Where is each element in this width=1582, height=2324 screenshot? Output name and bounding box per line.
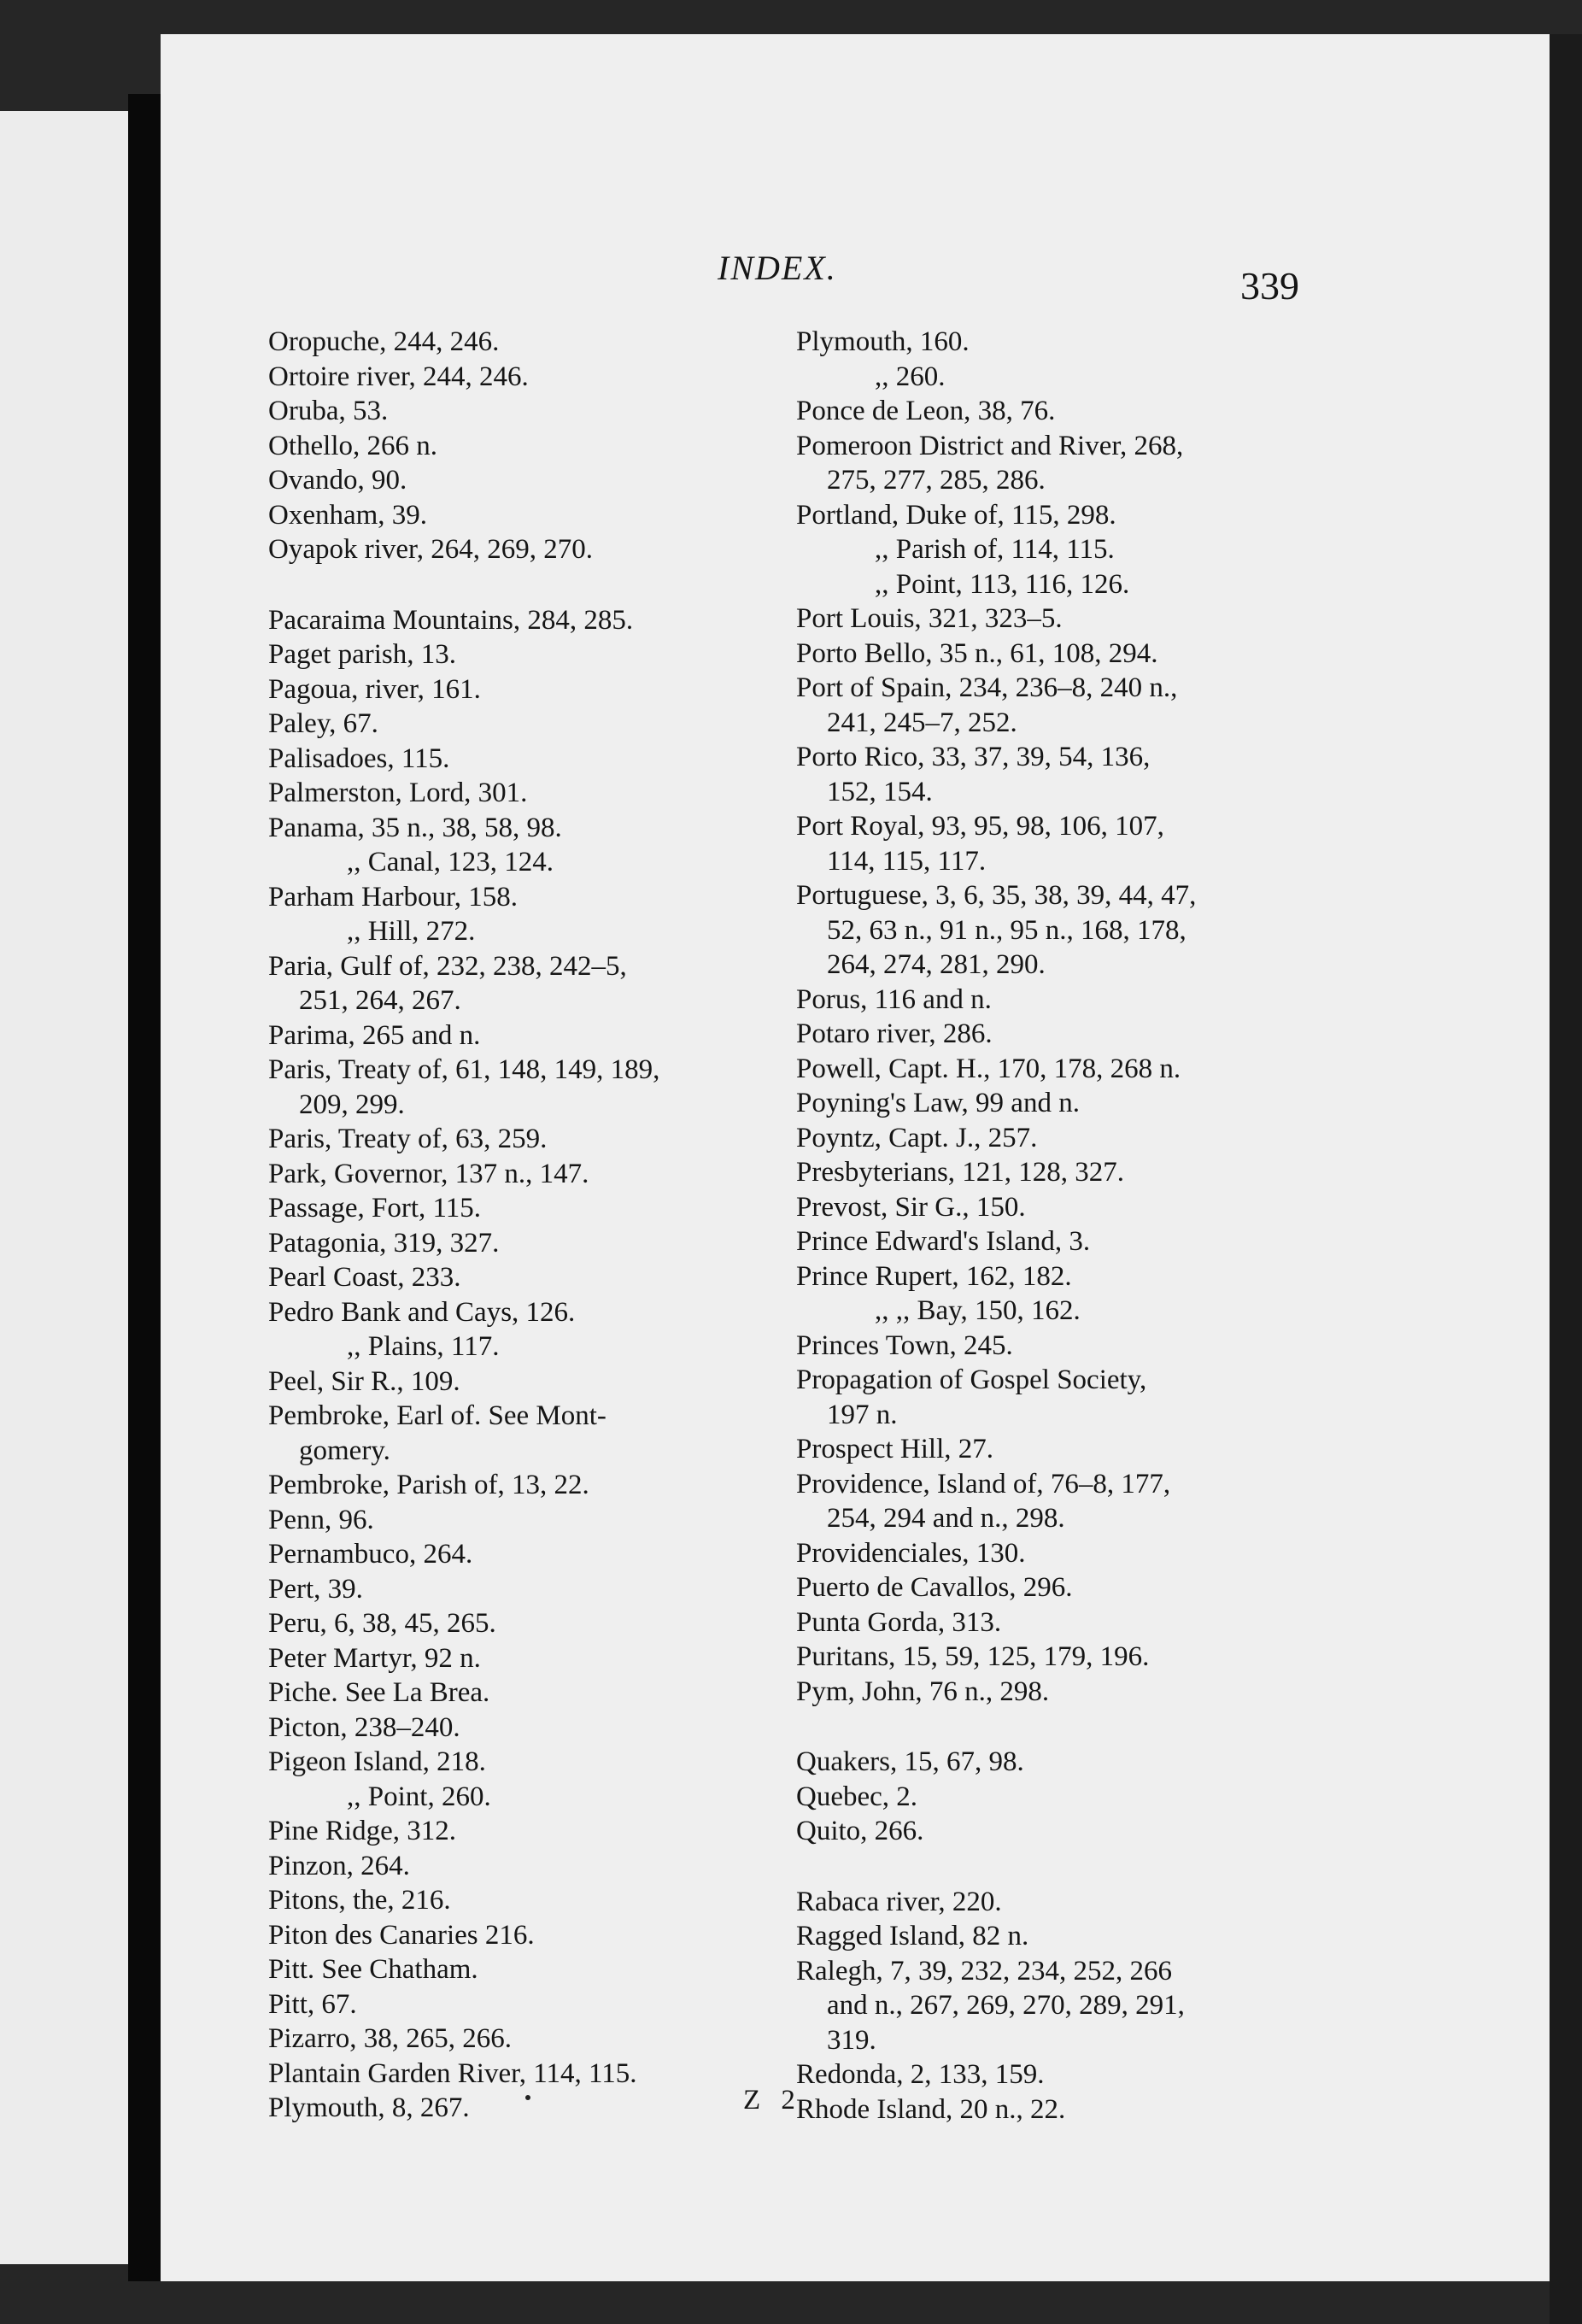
index-entry: Oxenham, 39. [268, 499, 428, 531]
index-entry-continuation: ,, Parish of, 114, 115. [875, 534, 1115, 565]
index-entry-continuation: 114, 115, 117. [827, 845, 987, 877]
index-entry: Penn, 96. [268, 1504, 374, 1535]
index-entry: Porto Bello, 35 n., 61, 108, 294. [796, 637, 1158, 669]
index-entry: Pearl Coast, 233. [268, 1262, 461, 1293]
index-entry-continuation: ,, 260. [875, 361, 946, 392]
index-column-left [268, 325, 798, 2126]
index-entry: Poyning's Law, 99 and n. [796, 1088, 1080, 1118]
index-entry: Prince Edward's Island, 3. [796, 1226, 1091, 1257]
index-entry: Potaro river, 286. [796, 1018, 993, 1049]
index-entry: Prospect Hill, 27. [796, 1434, 993, 1464]
index-entry: Providenciales, 130. [796, 1537, 1026, 1569]
printer-mark [525, 2095, 530, 2100]
index-entry: Pembroke, Earl of. See Mont- [268, 1400, 606, 1431]
index-entry: Piton des Canaries 216. [268, 1919, 535, 1951]
index-entry: Punta Gorda, 313. [796, 1606, 1002, 1638]
index-entry: Puritans, 15, 59, 125, 179, 196. [796, 1641, 1150, 1672]
index-entry: Port Royal, 93, 95, 98, 106, 107, [796, 811, 1164, 842]
index-entry: Pigeon Island, 218. [268, 1746, 486, 1777]
index-entry: Portland, Duke of, 115, 298. [796, 499, 1116, 531]
index-entry: Powell, Capt. H., 170, 178, 268 n. [796, 1053, 1181, 1084]
index-entry: Pembroke, Parish of, 13, 22. [268, 1470, 589, 1500]
index-entry: Pinzon, 264. [268, 1850, 410, 1881]
index-entry: Prince Rupert, 162, 182. [796, 1260, 1072, 1292]
index-entry: Passage, Fort, 115. [268, 1193, 482, 1224]
index-entry: Peter Martyr, 92 n. [268, 1642, 481, 1674]
index-entry-continuation: 241, 245–7, 252. [827, 707, 1017, 738]
index-column-right [796, 325, 1317, 2127]
section-gap [796, 1709, 1317, 1745]
index-entry: Plymouth, 160. [796, 326, 970, 357]
index-entry: Redonda, 2, 133, 159. [796, 2059, 1045, 2090]
index-entry-continuation: ,, Point, 113, 116, 126. [875, 568, 1130, 600]
index-entry: Oropuche, 244, 246. [268, 326, 500, 357]
index-entry: Peru, 6, 38, 45, 265. [268, 1608, 496, 1639]
index-entry: Parima, 265 and n. [268, 1019, 481, 1051]
index-entry: Oruba, 53. [268, 396, 389, 426]
index-entry: Pizarro, 38, 265, 266. [268, 2023, 513, 2054]
index-entry: Plymouth, 8, 267. [268, 2092, 470, 2123]
index-entry: Plantain Garden River, 114, 115. [268, 2057, 637, 2089]
index-entry: Porus, 116 and n. [796, 983, 992, 1015]
index-entry: Parham Harbour, 158. [268, 881, 518, 913]
index-entry-continuation: ,, Hill, 272. [347, 916, 476, 947]
scan-border [1550, 34, 1582, 2324]
index-entry-continuation: ,, Canal, 123, 124. [347, 847, 554, 877]
index-entry: Providence, Island of, 76–8, 177, [796, 1468, 1171, 1499]
index-entry-continuation: gomery. [299, 1435, 390, 1466]
index-entry: Port of Spain, 234, 236–8, 240 n., [796, 672, 1178, 703]
index-entry-continuation: 319. [827, 2024, 876, 2056]
running-head: INDEX. [718, 249, 837, 287]
index-entry: Paris, Treaty of, 61, 148, 149, 189, [268, 1054, 660, 1085]
facing-page-edge [0, 111, 128, 2264]
index-entry: Ponce de Leon, 38, 76. [796, 396, 1056, 426]
section-gap [268, 567, 798, 603]
index-entry: Patagonia, 319, 327. [268, 1227, 500, 1259]
index-entry: Quakers, 15, 67, 98. [796, 1746, 1024, 1777]
index-entry: Pert, 39. [268, 1573, 363, 1605]
index-entry: Rabaca river, 220. [796, 1886, 1002, 1917]
section-gap [796, 1849, 1317, 1885]
index-entry-continuation: ,, Plains, 117. [347, 1331, 500, 1362]
index-entry-continuation: 264, 274, 281, 290. [827, 949, 1046, 980]
index-entry: Paria, Gulf of, 232, 238, 242–5, [268, 950, 627, 982]
index-entry: Ragged Island, 82 n. [796, 1921, 1029, 1951]
index-entry: Peel, Sir R., 109. [268, 1365, 460, 1397]
index-entry-continuation: 209, 299. [299, 1089, 405, 1120]
book-binding [128, 94, 161, 2281]
index-entry-continuation: ,, Point, 260. [347, 1781, 491, 1812]
index-entry: Presbyterians, 121, 128, 327. [796, 1157, 1125, 1188]
index-entry: Ortoire river, 244, 246. [268, 361, 529, 392]
index-entry: Quito, 266. [796, 1816, 924, 1846]
index-entry-continuation: 254, 294 and n., 298. [827, 1503, 1065, 1534]
index-entry: Pitons, the, 216. [268, 1885, 451, 1916]
index-entry-continuation: 52, 63 n., 91 n., 95 n., 168, 178, [827, 914, 1186, 946]
index-entry: Propagation of Gospel Society, [796, 1364, 1147, 1395]
index-entry-continuation: 197 n. [827, 1399, 898, 1430]
index-entry: Panama, 35 n., 38, 58, 98. [268, 812, 562, 843]
index-entry-continuation: 152, 154. [827, 776, 933, 807]
page-number: 339 [1240, 264, 1299, 308]
index-entry: Paley, 67. [268, 708, 378, 739]
index-entry: Quebec, 2. [796, 1781, 918, 1812]
index-entry: Rhode Island, 20 n., 22. [796, 2093, 1066, 2125]
index-entry: Picton, 238–240. [268, 1711, 460, 1743]
index-entry: Poyntz, Capt. J., 257. [796, 1122, 1038, 1153]
index-entry: Othello, 266 n. [268, 430, 437, 461]
index-entry: Pacaraima Mountains, 284, 285. [268, 604, 634, 636]
index-entry: Port Louis, 321, 323–5. [796, 603, 1063, 634]
index-entry: Paget parish, 13. [268, 639, 456, 670]
index-entry: Pine Ridge, 312. [268, 1816, 456, 1846]
index-entry: Portuguese, 3, 6, 35, 38, 39, 44, 47, [796, 880, 1197, 911]
index-entry: Prevost, Sir G., 150. [796, 1191, 1026, 1223]
index-entry: Puerto de Cavallos, 296. [796, 1572, 1073, 1603]
index-entry: Princes Town, 245. [796, 1329, 1013, 1361]
index-entry: Palmerston, Lord, 301. [268, 778, 528, 808]
index-entry: Pernambuco, 264. [268, 1539, 473, 1570]
index-entry-continuation: and n., 267, 269, 270, 289, 291, [827, 1990, 1185, 2021]
index-entry: Piche. See La Brea. [268, 1677, 490, 1708]
index-entry: Paris, Treaty of, 63, 259. [268, 1124, 548, 1154]
index-entry: Ralegh, 7, 39, 232, 234, 252, 266 [796, 1955, 1172, 1987]
index-entry: Palisadoes, 115. [268, 742, 450, 774]
index-entry: Pagoua, river, 161. [268, 673, 481, 705]
index-entry-continuation: 251, 264, 267. [299, 985, 461, 1016]
index-entry: Porto Rico, 33, 37, 39, 54, 136, [796, 742, 1151, 772]
index-entry: Pomeroon District and River, 268, [796, 430, 1184, 461]
index-entry: Pitt. See Chatham. [268, 1954, 478, 1985]
index-entry: Park, Governor, 137 n., 147. [268, 1158, 589, 1189]
index-entry: Pym, John, 76 n., 298. [796, 1676, 1050, 1707]
index-entry-continuation: ,, ,, Bay, 150, 162. [875, 1295, 1081, 1326]
index-entry: Pitt, 67. [268, 1988, 357, 2020]
index-entry: Ovando, 90. [268, 465, 407, 496]
index-entry: Pedro Bank and Cays, 126. [268, 1296, 576, 1328]
index-entry: Oyapok river, 264, 269, 270. [268, 534, 593, 565]
index-entry-continuation: 275, 277, 285, 286. [827, 465, 1046, 496]
signature-mark: Z 2 [743, 2085, 802, 2116]
